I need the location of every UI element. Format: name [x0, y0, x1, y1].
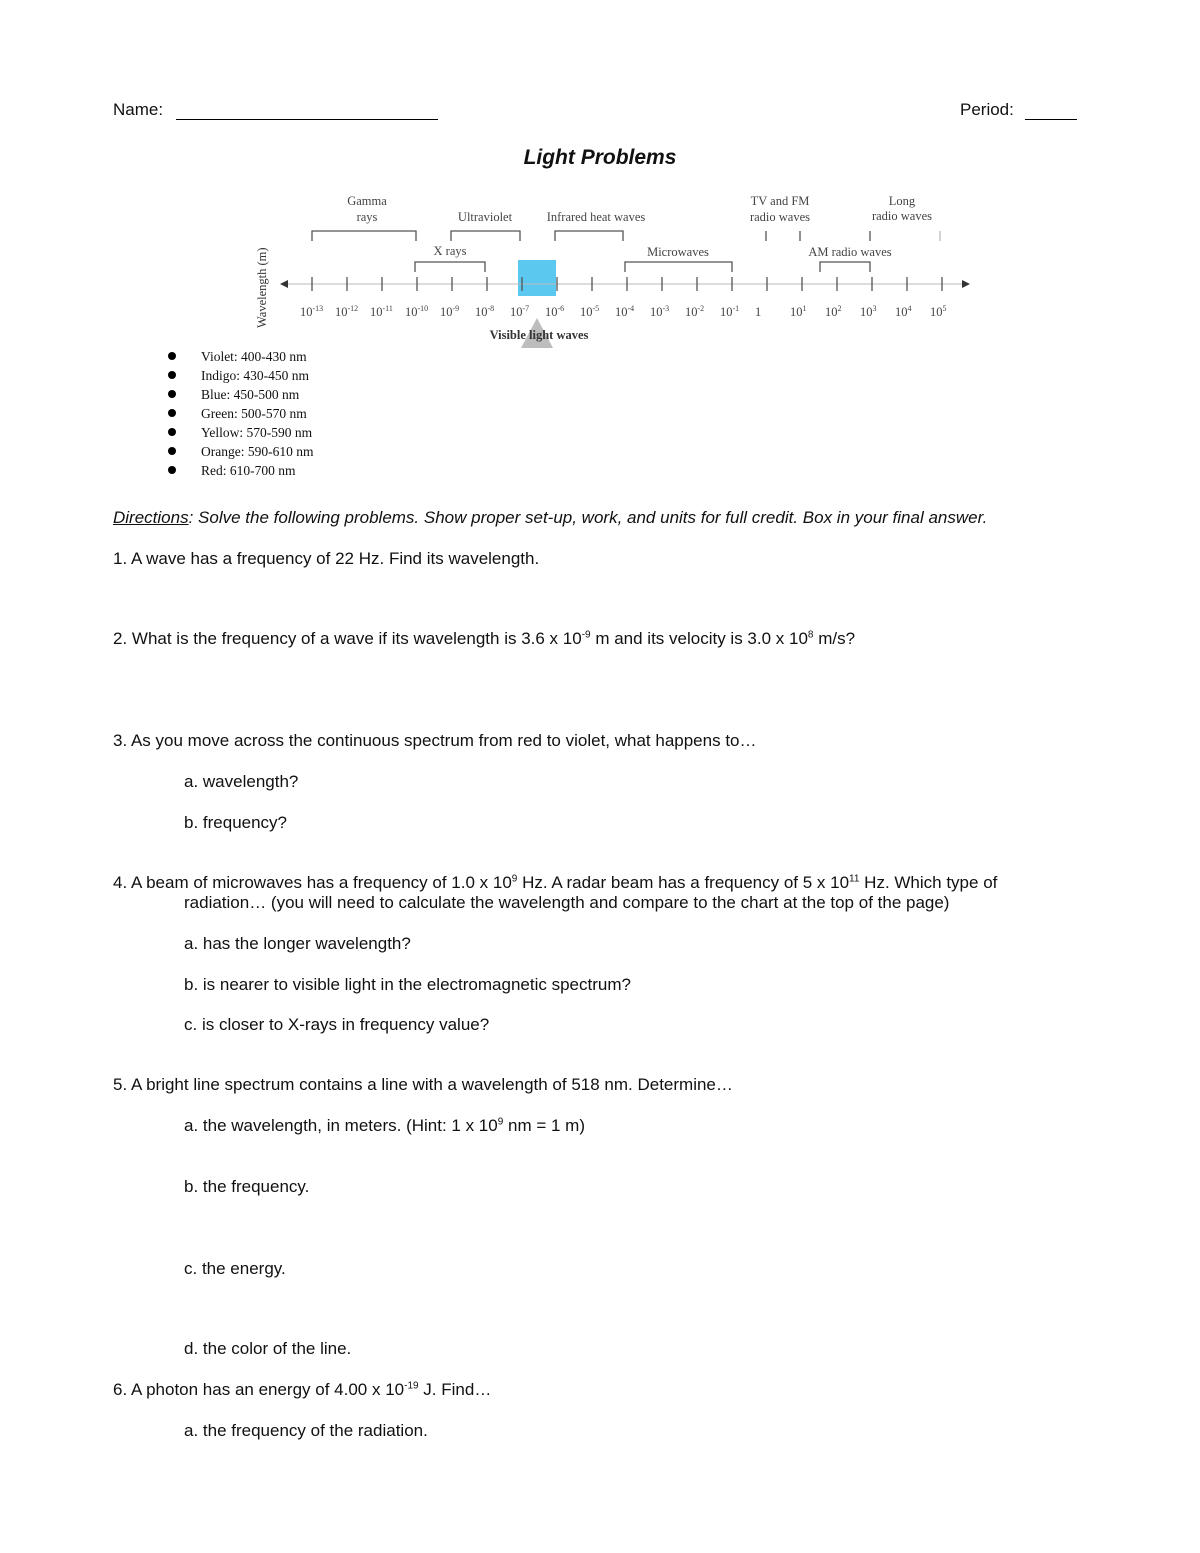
color-list-item — [201, 404, 313, 423]
bullet-icon — [168, 371, 176, 379]
am-radio-label: AM radio waves — [808, 245, 892, 259]
question-4b: b. is nearer to visible light in the electromagnetic spectrum? — [184, 975, 631, 994]
tick-label: $10^{-13}$ — [300, 304, 324, 319]
bullet-icon — [168, 390, 176, 398]
color-range-text: Yellow: 570-590 nm — [201, 425, 313, 440]
xray-label: X rays — [433, 244, 467, 258]
color-list-item — [201, 366, 313, 385]
bullet-icon — [168, 466, 176, 474]
period-blank[interactable] — [1025, 101, 1077, 120]
question-5: 5. A bright line spectrum contains a line with a wavelength of 518 nm. Determine… — [113, 1075, 733, 1094]
bullet-icon — [168, 352, 176, 360]
tick-label: $10^2$ — [825, 304, 842, 319]
question-4-line2: radiation… (you will need to calculate the wavelength and compare to the chart at the top of the page) — [184, 893, 950, 912]
xray-bracket — [415, 262, 485, 272]
axis-arrow-right — [962, 280, 970, 288]
infrared-label: Infrared heat waves — [546, 210, 646, 224]
question-2: 2. What is the frequency of a wave if its wavelength is 3.6 x $10^{-9}$ m and its velocity is 3.0 x $10^8$ m/s? — [113, 629, 856, 648]
question-4c: c. is closer to X-rays in frequency value? — [184, 1015, 490, 1034]
gamma-label-2: rays — [356, 210, 378, 224]
name-row — [113, 100, 438, 120]
name-blank[interactable] — [176, 101, 438, 120]
color-list-item — [201, 347, 313, 366]
visible-band — [518, 260, 556, 296]
long-radio-label-2: radio waves — [871, 209, 933, 223]
tick-label: $10^{-2}$ — [685, 304, 705, 319]
name-label: Name: — [113, 100, 164, 119]
wavelength-axis-label: Wavelength (m) — [255, 247, 269, 328]
directions-text: : Solve the following problems. Show proper set-up, work, and units for full credit. Box in your final answer. — [188, 508, 988, 527]
question-3: 3. As you move across the continuous spectrum from red to violet, what happens to… — [113, 731, 757, 750]
question-3a: a. wavelength? — [184, 772, 299, 791]
tvfm-label-2: radio waves — [749, 210, 811, 224]
ultraviolet-label: Ultraviolet — [457, 210, 513, 224]
microwave-label: Microwaves — [647, 245, 709, 259]
tick-label: $10^{-9}$ — [440, 304, 460, 319]
question-5c: c. the energy. — [184, 1259, 286, 1278]
infrared-bracket — [555, 231, 623, 241]
gamma-bracket — [312, 231, 416, 241]
tick-label: $10^{-7}$ — [510, 304, 530, 319]
tick-label: $10^{-1}$ — [720, 304, 740, 319]
ultraviolet-bracket — [451, 231, 520, 241]
axis-arrow-left — [280, 280, 288, 288]
color-list-item — [201, 461, 313, 480]
tick-label: $10^5$ — [930, 304, 947, 319]
question-5a: a. the wavelength, in meters. (Hint: 1 x $10^9$ nm = 1 m) — [184, 1116, 585, 1135]
tick-label: $10^{-12}$ — [335, 304, 359, 319]
tick-label: $10^3$ — [860, 304, 877, 319]
directions-label: Directions — [113, 508, 189, 527]
question-4a: a. has the longer wavelength? — [184, 934, 411, 953]
color-range-text: Blue: 450-500 nm — [201, 387, 300, 402]
color-list-item — [201, 423, 313, 442]
tick-label: $10^{-11}$ — [370, 304, 393, 319]
tick-label: $10^{-10}$ — [405, 304, 429, 319]
question-1: 1. A wave has a frequency of 22 Hz. Find its wavelength. — [113, 549, 540, 568]
question-4: 4. A beam of microwaves has a frequency of 1.0 x $10^9$ Hz. A radar beam has a frequency of 5 x $10^{11}$ Hz. Which type of — [113, 873, 998, 892]
color-range-text: Green: 500-570 nm — [201, 406, 307, 421]
color-list-item — [201, 442, 313, 461]
tick-label: $10^{-4}$ — [615, 304, 635, 319]
tick-label: $10^4$ — [895, 304, 912, 319]
gamma-label-1: Gamma — [347, 194, 387, 208]
visible-light-label: Visible light waves — [489, 328, 589, 342]
tick-label: $10^{-6}$ — [545, 304, 565, 319]
color-list-item — [201, 385, 313, 404]
page-title: Light Problems — [523, 146, 677, 169]
tick-label: $10^{-3}$ — [650, 304, 670, 319]
em-spectrum-diagram — [250, 190, 970, 350]
color-range-text: Violet: 400-430 nm — [201, 349, 307, 364]
color-list — [201, 347, 313, 480]
long-radio-label-1: Long — [888, 194, 916, 208]
color-range-text: Indigo: 430-450 nm — [201, 368, 309, 383]
period-row — [960, 100, 1077, 120]
tvfm-label-1: TV and FM — [750, 194, 810, 208]
question-5b: b. the frequency. — [184, 1177, 310, 1196]
period-label: Period: — [960, 100, 1014, 119]
tick-label: $10^{-5}$ — [580, 304, 600, 319]
question-3b: b. frequency? — [184, 813, 288, 832]
tick-label: $10^1$ — [790, 304, 807, 319]
bullet-icon — [168, 409, 176, 417]
question-6a: a. the frequency of the radiation. — [184, 1421, 428, 1440]
directions — [113, 508, 987, 528]
tick-label: $10^{-8}$ — [475, 304, 495, 319]
tick-label: 1 — [755, 305, 762, 319]
microwave-bracket — [625, 262, 732, 272]
question-5d: d. the color of the line. — [184, 1339, 352, 1358]
color-range-text: Red: 610-700 nm — [201, 463, 296, 478]
bullet-icon — [168, 428, 176, 436]
am-bracket — [820, 262, 870, 272]
color-range-text: Orange: 590-610 nm — [201, 444, 314, 459]
bullet-icon — [168, 447, 176, 455]
question-6: 6. A photon has an energy of 4.00 x $10^{-19}$ J. Find… — [113, 1380, 492, 1399]
